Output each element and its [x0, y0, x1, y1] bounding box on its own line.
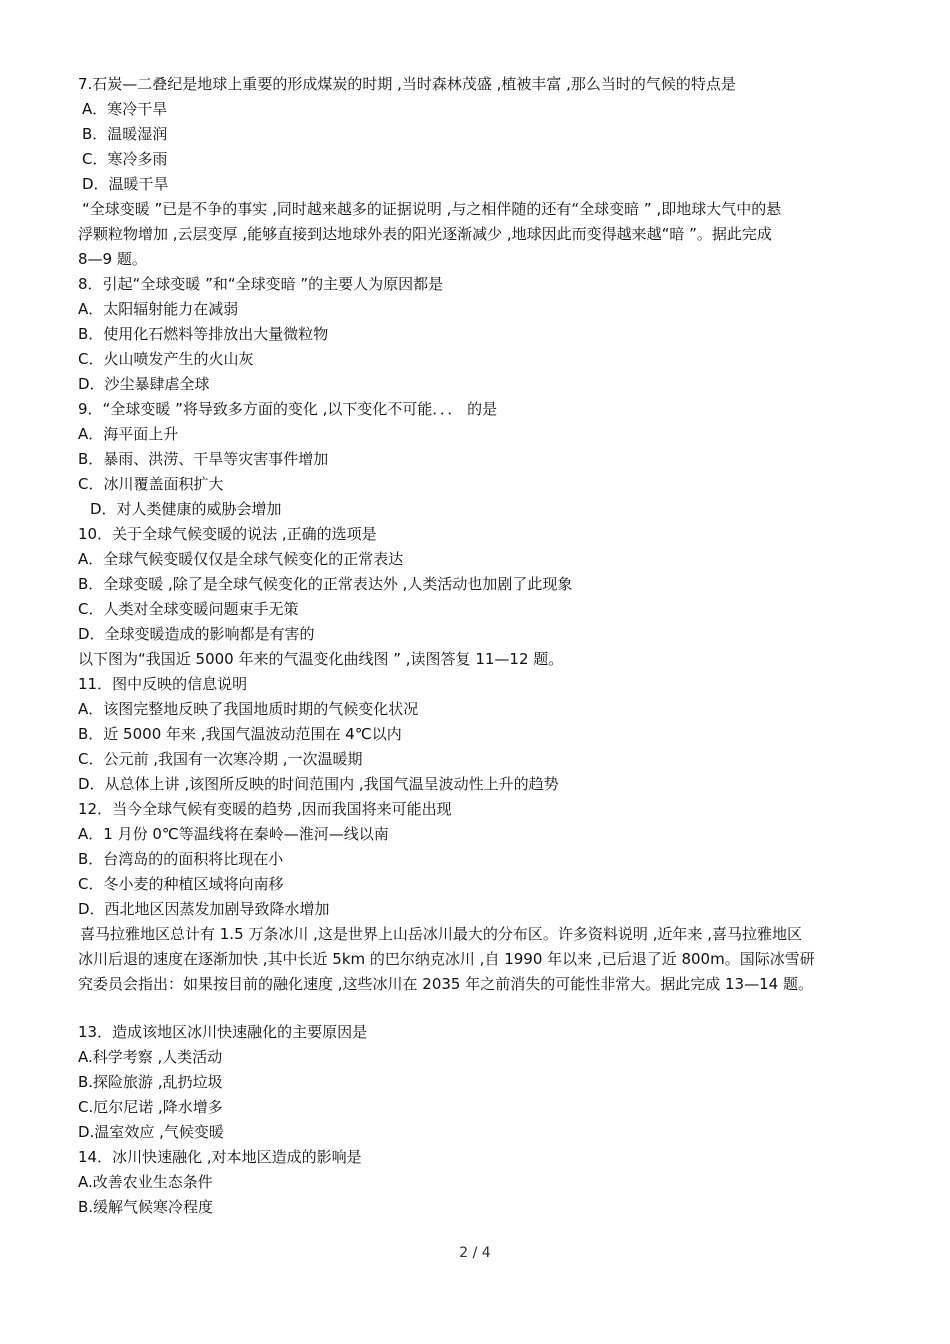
question-11-stem: 11．图中反映的信息说明 — [78, 675, 248, 693]
document-body — [0, 72, 950, 1220]
question-7-option-a: A．寒冷干旱 — [82, 100, 168, 118]
question-10-option-b: B．全球变暖 ,除了是全球气候变化的正常表达外 ,人类活动也加剧了此现象 — [78, 575, 573, 593]
page-number: 2 / 4 — [459, 1245, 491, 1261]
question-8-option-d: D．沙尘暴肆虐全球 — [78, 375, 210, 393]
question-8-option-c: C．火山喷发产生的火山灰 — [78, 350, 254, 368]
question-14-stem: 14．冰川快速融化 ,对本地区造成的影响是 — [78, 1148, 362, 1166]
question-7-option-b: B．温暖湿润 — [82, 125, 168, 143]
question-10-option-c: C．人类对全球变暖问题束手无策 — [78, 600, 299, 618]
passage-himalaya-line-2: 冰川后退的速度在逐渐加快 ,其中长近 5km 的巴尔纳克冰川 ,自 1990 年以来 ,已后退了近 800m。国际冰雪研 — [78, 950, 815, 968]
question-14-option-b: B.缓解气候寒冷程度 — [78, 1198, 214, 1216]
passage-global-warming-line-2: 浮颗粒物增加 ,云层变厚 ,能够直接到达地球外表的阳光逐渐减少 ,地球因此而变得越来越“暗 ”。据此完成 — [78, 225, 772, 243]
question-9-stem: 9．“全球变暖 ”将导致多方面的变化 ,以下变化不可能．．． 的是 — [78, 400, 498, 418]
passage-himalaya-line-1: 喜马拉雅地区总计有 1.5 万条冰川 ,这是世界上山岳冰川最大的分布区。许多资料说明 ,近年来 ,喜马拉雅地区 — [80, 925, 803, 943]
question-8-stem: 8．引起“全球变暖 ”和“全球变暗 ”的主要人为原因都是 — [78, 275, 444, 293]
question-10-option-a: A．全球气候变暖仅仅是全球气候变化的正常表达 — [78, 550, 404, 568]
passage-global-warming-line-3: 8—9 题。 — [78, 250, 147, 268]
question-12-stem: 12．当今全球气候有变暖的趋势 ,因而我国将来可能出现 — [78, 800, 452, 818]
blank-line — [0, 997, 950, 1020]
question-9-option-d: D．对人类健康的威胁会增加 — [90, 500, 282, 518]
question-9-option-b: B．暴雨、洪涝、干旱等灾害事件增加 — [78, 450, 329, 468]
question-8-option-b: B．使用化石燃料等排放出大量微粒物 — [78, 325, 329, 343]
question-7-stem: 7.石炭—二叠纪是地球上重要的形成煤炭的时期 ,当时森林茂盛 ,植被丰富 ,那么当时的气候的特点是 — [78, 75, 736, 93]
question-14-option-a: A.改善农业生态条件 — [78, 1173, 213, 1191]
question-11-option-a: A．该图完整地反映了我国地质时期的气候变化状况 — [78, 700, 419, 718]
question-11-option-c: C．公元前 ,我国有一次寒冷期 ,一次温暖期 — [78, 750, 363, 768]
question-12-option-b: B．台湾岛的的面积将比现在小 — [78, 850, 284, 868]
question-12-option-a: A．1 月份 0℃等温线将在秦岭—淮河—线以南 — [78, 825, 389, 843]
question-10-stem: 10．关于全球气候变暖的说法 ,正确的选项是 — [78, 525, 377, 543]
question-13-stem: 13．造成该地区冰川快速融化的主要原因是 — [78, 1023, 368, 1041]
question-13-option-a: A.科学考察 ,人类活动 — [78, 1048, 223, 1066]
question-7-option-d: D．温暖干旱 — [82, 175, 169, 193]
question-8-option-a: A．太阳辐射能力在减弱 — [78, 300, 239, 318]
question-9-option-c: C．冰川覆盖面积扩大 — [78, 475, 224, 493]
question-10-option-d: D．全球变暖造成的影响都是有害的 — [78, 625, 315, 643]
question-9-option-a: A．海平面上升 — [78, 425, 179, 443]
figure-instruction: 以下图为“我国近 5000 年来的气温变化曲线图 ” ,读图答复 11—12 题。 — [78, 650, 564, 668]
passage-global-warming-line-1: “全球变暖 ”已是不争的事实 ,同时越来越多的证据说明 ,与之相伴随的还有“全球变暗 ” ,即地球大气中的悬 — [82, 200, 782, 218]
question-13-option-d: D.温室效应 ,气候变暖 — [78, 1123, 224, 1141]
question-12-option-c: C．冬小麦的种植区域将向南移 — [78, 875, 284, 893]
question-13-option-b: B.探险旅游 ,乱扔垃圾 — [78, 1073, 223, 1091]
question-11-option-b: B．近 5000 年来 ,我国气温波动范围在 4℃以内 — [78, 725, 402, 743]
question-13-option-c: C.厄尔尼诺 ,降水增多 — [78, 1098, 223, 1116]
question-11-option-d: D．从总体上讲 ,该图所反映的时间范围内 ,我国气温呈波动性上升的趋势 — [78, 775, 559, 793]
passage-himalaya-line-3: 究委员会指出：如果按目前的融化速度 ,这些冰川在 2035 年之前消失的可能性非常大。据此完成 13—14 题。 — [78, 975, 813, 993]
question-12-option-d: D．西北地区因蒸发加剧导致降水增加 — [78, 900, 330, 918]
question-7-option-c: C．寒冷多雨 — [82, 150, 168, 168]
